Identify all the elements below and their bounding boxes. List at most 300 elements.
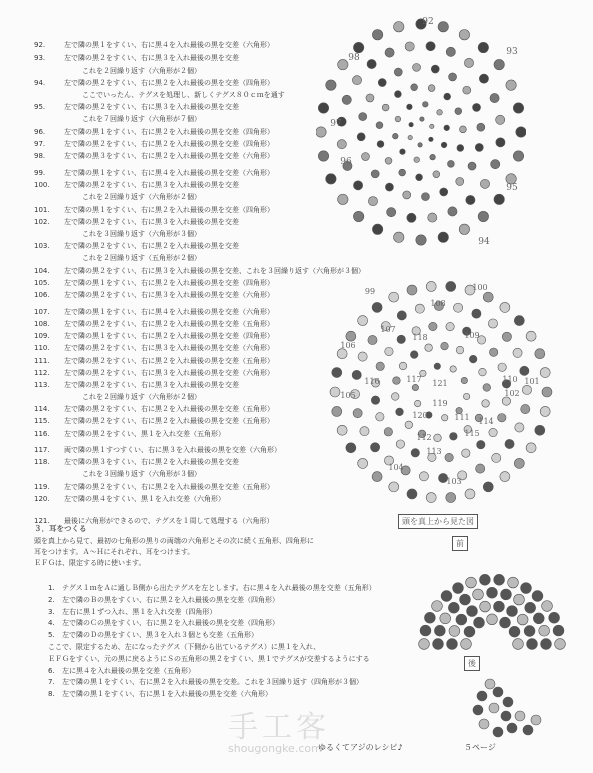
ear-step-line xyxy=(34,642,376,654)
instruction-line xyxy=(34,182,239,189)
bead xyxy=(448,207,457,216)
bead xyxy=(426,493,436,503)
bead xyxy=(372,29,382,39)
bead xyxy=(441,591,452,602)
step-number: 94. xyxy=(34,79,46,87)
diagram-label: 102 xyxy=(504,389,520,398)
bead xyxy=(449,626,460,637)
step-number: 110. xyxy=(34,344,50,352)
bead xyxy=(403,191,411,199)
ear-diagram-back xyxy=(468,674,544,738)
instruction-line xyxy=(34,358,274,365)
bead xyxy=(478,42,488,52)
bead xyxy=(498,414,506,422)
bead xyxy=(428,85,435,92)
instruction-line xyxy=(34,207,274,214)
step-number: 118. xyxy=(34,458,50,466)
ear-steps xyxy=(48,583,376,701)
bead xyxy=(513,103,523,113)
bead xyxy=(473,705,483,715)
step-text: 左右に黒１ずつ入れ、黒１を入れ交差（四角形） xyxy=(62,607,217,616)
bead xyxy=(353,409,362,418)
section-intro xyxy=(34,536,314,569)
front-label: 前 xyxy=(452,536,468,551)
bead xyxy=(385,183,393,191)
bead xyxy=(446,47,455,56)
bead xyxy=(326,174,336,184)
bead xyxy=(446,322,454,330)
step-number: 113. xyxy=(34,381,50,389)
step-text: 左で隣の黒２をすくい、右に黒２を入れ最後の黒を交差（五角形） xyxy=(64,405,274,413)
step-number: 95. xyxy=(34,103,46,111)
diagram-label: 99 xyxy=(364,287,376,296)
step-number: 116. xyxy=(34,430,50,438)
bead xyxy=(542,387,552,397)
step-number: 112. xyxy=(34,369,50,377)
bead xyxy=(523,725,533,735)
step-text: 左で隣のＢの黒をすくい、右に黒２を入れ最後の黒を交差（四角形） xyxy=(62,595,279,604)
step-text: 左で隣の黒１をすくい、右に黒２を入れ最後の黒を交差（四角形） xyxy=(64,128,274,136)
bead xyxy=(413,63,421,71)
diagram-label: 101 xyxy=(524,377,540,386)
bead xyxy=(394,91,401,98)
ear-step-line xyxy=(48,607,376,619)
bead xyxy=(372,472,382,482)
bead xyxy=(346,443,356,453)
instruction-line xyxy=(34,471,201,478)
bead xyxy=(415,304,424,313)
bead xyxy=(506,80,516,90)
bead xyxy=(516,127,526,137)
step-number: 121. xyxy=(34,517,50,525)
bead xyxy=(456,614,467,625)
step-text: 左で隣の黒２をすくい、右に黒２を入れ最後の黒を交差（五角形） xyxy=(64,357,274,365)
bead xyxy=(490,93,499,102)
ear-step-line xyxy=(48,583,376,595)
step-text: これを２回繰り返す（六角形が２個） xyxy=(82,67,201,75)
bead xyxy=(391,393,399,401)
bead xyxy=(408,135,412,139)
diagram-label: 94 xyxy=(478,237,490,247)
diagram-label: 121 xyxy=(432,379,448,388)
bead xyxy=(479,574,490,585)
bead xyxy=(541,639,552,650)
instruction-line xyxy=(34,55,239,62)
step-text: 左で隣の黒２をすくい、黒１を入れ交差（五角形） xyxy=(64,430,225,438)
bead xyxy=(407,285,417,295)
bead xyxy=(502,397,510,405)
bead xyxy=(421,193,429,201)
bead xyxy=(483,292,493,302)
step-number: 105. xyxy=(34,279,50,287)
bead xyxy=(367,59,376,68)
bead xyxy=(385,347,393,355)
bead xyxy=(397,311,406,320)
step-text: 左で隣の黒１をすくい、右に黒２を入れ最後の黒を交差（四角形） xyxy=(64,206,274,214)
diagram-label: 116 xyxy=(364,377,380,386)
bead xyxy=(513,639,524,650)
instruction-line xyxy=(34,370,274,377)
bead xyxy=(500,617,511,628)
step-text: 左で隣の黒３をすくい、右に黒２を入れ最後の黒を交差 xyxy=(64,458,239,466)
intro-line: 耳をつけます。Ａ～Ｈにそれぞれ、耳をつけます。 xyxy=(34,548,195,556)
bead xyxy=(473,589,484,600)
bead xyxy=(425,344,433,352)
step-text: 左で隣の黒１をすくい、右に黒４を入れ最後の黒を交差（六角形） xyxy=(64,41,274,49)
bead xyxy=(472,309,481,318)
bead xyxy=(382,104,389,111)
instruction-line xyxy=(34,268,365,275)
bead xyxy=(395,116,401,122)
step-text: 左に黒４を入れ最後の黒を交差（五角形） xyxy=(62,666,195,675)
bead xyxy=(461,377,467,383)
step-number: 107. xyxy=(34,308,50,316)
step-number: 108. xyxy=(34,320,50,328)
step-text: 左で隣の黒１をすくい、右に黒４を入れ最後の黒を交差（六角形） xyxy=(64,169,274,177)
bead xyxy=(477,691,487,701)
ear-step-line xyxy=(48,595,376,607)
bead xyxy=(505,439,514,448)
bead xyxy=(332,406,342,416)
bead xyxy=(448,602,459,613)
bead xyxy=(502,332,511,341)
step-text: ＥＦＧをすくい、元の黒に戻るようにＳの五角形の黒２をすくい、黒１でテグスが交差するようにする xyxy=(48,654,370,663)
bead xyxy=(399,169,406,176)
bead xyxy=(527,639,538,650)
bead xyxy=(478,211,488,221)
bead xyxy=(555,639,566,650)
intro-line: ＥＦＧは、限定する時に使います。 xyxy=(34,559,146,567)
step-text: これを３回繰り返す（六角形が３個） xyxy=(82,470,201,478)
step-number: 102. xyxy=(34,218,50,226)
diagram-label: 104 xyxy=(388,463,404,472)
bead xyxy=(466,195,475,204)
bead xyxy=(514,316,524,326)
bead xyxy=(358,458,368,468)
bead xyxy=(420,117,424,121)
bead xyxy=(461,639,472,650)
step-text: 左で隣の黒２をすくい、右に黒３を入れ最後の黒を交差 xyxy=(64,218,239,226)
bead xyxy=(409,122,413,126)
bead xyxy=(491,160,500,169)
bead xyxy=(449,73,457,81)
bead xyxy=(372,224,382,234)
step-text: 左で隣の黒３をすくい、右に黒２を入れ最後の黒を交差（六角形） xyxy=(64,152,274,160)
step-number: 7. xyxy=(48,678,55,687)
bead xyxy=(450,366,456,372)
diagram-label: 108 xyxy=(430,299,446,308)
bead xyxy=(501,711,511,721)
bead xyxy=(522,385,531,394)
bead xyxy=(405,42,414,51)
diagram-label: 117 xyxy=(406,375,422,384)
step-text: 左で隣の黒２をすくい、右に黒２を入れ最後の黒を交差（五角形） xyxy=(64,320,274,328)
instruction-line xyxy=(34,345,274,352)
diagram-label: 93 xyxy=(506,47,518,57)
step-number: 101. xyxy=(34,206,50,214)
instruction-line xyxy=(34,292,274,299)
instruction-line xyxy=(34,382,239,389)
bead xyxy=(508,577,519,588)
step-text: 左で隣の黒１をすくい、右に黒２を入れ最後の黒を交差（四角形） xyxy=(64,332,274,340)
bead xyxy=(531,715,541,725)
bead xyxy=(475,143,483,151)
step-number: 3. xyxy=(48,607,55,616)
bead xyxy=(444,125,450,131)
diagram-label: 119 xyxy=(432,399,448,408)
bead xyxy=(434,625,445,636)
step-number: 117. xyxy=(34,446,50,454)
bead xyxy=(474,617,485,628)
step-text: テグス１ｍをＡに通しＢ側から出たテグスを左とします。右に黒４を入れ最後の黒を交差（五角形） xyxy=(62,584,376,592)
bead xyxy=(438,22,448,32)
step-text: 左で隣の黒２をすくい、右に黒３を入れ最後の黒を交差 xyxy=(64,381,239,389)
step-number: 119. xyxy=(34,483,50,491)
bead xyxy=(407,489,417,499)
step-number: 111. xyxy=(34,357,50,365)
bead xyxy=(377,141,384,148)
bead xyxy=(514,594,525,605)
diagram-label: 96 xyxy=(340,157,352,167)
step-text: 左で隣の黒１をすくい、右に黒１を入れ最後の黒を交差（六角形） xyxy=(62,690,272,699)
bead xyxy=(337,140,346,149)
step-text: 左で隣の黒２をすくい、右に黒３を入れ最後の黒を交差（六角形） xyxy=(64,291,274,299)
bead xyxy=(420,625,431,636)
bead xyxy=(477,440,485,448)
bead xyxy=(489,703,499,713)
bead xyxy=(460,126,467,133)
bead xyxy=(394,232,404,242)
bead xyxy=(492,453,501,462)
step-text: 両で隣の黒１すつすくい、右に黒３を入れ最後の黒を交差（六角形） xyxy=(64,446,281,454)
bead xyxy=(411,449,419,457)
bead xyxy=(526,331,536,341)
bead xyxy=(535,425,545,435)
bead xyxy=(318,151,328,161)
bead xyxy=(524,626,535,637)
bead xyxy=(459,224,469,234)
diagram-label: 113 xyxy=(426,447,442,456)
step-number: 99. xyxy=(34,169,46,177)
bead xyxy=(494,194,504,204)
instruction-line xyxy=(34,496,225,503)
bead xyxy=(405,421,413,429)
step-number: 114. xyxy=(34,405,50,413)
bead xyxy=(464,58,473,67)
section-title: ３．耳をつくる xyxy=(34,524,87,533)
step-text: 左で隣の黒２をすくい、右に黒２を入れ最後の黒を交差（五角形） xyxy=(64,483,274,491)
instruction-line xyxy=(34,92,285,99)
bead xyxy=(489,428,497,436)
step-number: 98. xyxy=(34,152,46,160)
bead xyxy=(476,464,485,473)
bead xyxy=(457,145,464,152)
instruction-line xyxy=(34,231,201,238)
bead xyxy=(440,188,448,196)
bead xyxy=(496,115,505,124)
instruction-line xyxy=(34,394,201,401)
bead xyxy=(456,346,464,354)
bead xyxy=(372,302,382,312)
instruction-line xyxy=(34,406,274,413)
diagram-label: 109 xyxy=(464,331,480,340)
bead xyxy=(515,423,524,432)
bead xyxy=(316,127,326,137)
bead xyxy=(540,406,550,416)
bead xyxy=(371,170,379,178)
bead xyxy=(493,687,503,697)
bead xyxy=(520,366,529,375)
head-top-caption: 頭を真上から見た図 xyxy=(398,514,478,529)
bead xyxy=(480,601,491,612)
step-text: 左で隣の黒２をすくい、右に黒３を入れ最後の黒を交差 xyxy=(64,54,239,62)
bead xyxy=(503,697,513,707)
ear-step-line xyxy=(48,630,376,642)
bead xyxy=(416,235,426,245)
bead xyxy=(424,612,435,623)
bead xyxy=(513,348,522,357)
step-text: これを３回繰り返す（六角形が３個） xyxy=(82,230,201,238)
bead xyxy=(385,157,392,164)
instruction-line xyxy=(34,484,274,491)
bead xyxy=(357,133,365,141)
bead xyxy=(450,433,458,441)
bead xyxy=(407,104,413,110)
ear-step-line xyxy=(48,689,376,701)
bead xyxy=(532,591,543,602)
diagram-label: 120 xyxy=(412,411,428,420)
step-number: 103. xyxy=(34,242,50,250)
step-text: 左で隣の黒２をすくい、右に黒３を入れ最後の黒を交差（六角形） xyxy=(64,344,274,352)
bead xyxy=(411,84,418,91)
bead xyxy=(479,719,489,729)
bead xyxy=(434,434,442,442)
bead xyxy=(430,124,434,128)
bead xyxy=(338,194,348,204)
bead xyxy=(332,368,342,378)
bead xyxy=(542,601,553,612)
bead xyxy=(456,177,464,185)
step-text: 左で隣の黒４をすくい、黒１を入れ交差（六角形） xyxy=(64,495,225,503)
diagram-label: 105 xyxy=(340,391,356,400)
bead xyxy=(509,626,520,637)
bead xyxy=(429,322,437,330)
bead xyxy=(396,440,404,448)
bead xyxy=(539,625,550,636)
bead xyxy=(419,472,428,481)
step-text: ここでいったん、テグスを処理し、新しくテグス８０ｃｍを通す xyxy=(82,91,285,99)
diagram-label: 98 xyxy=(348,53,360,63)
instruction-line xyxy=(34,104,239,111)
bead xyxy=(352,370,361,379)
bead xyxy=(515,711,525,721)
step-text: 左で隣の黒２をすくい、右に黒２を入れ最後の黒を交差（五角形） xyxy=(64,417,274,425)
instruction-line xyxy=(34,194,201,201)
bead xyxy=(463,393,469,399)
bead xyxy=(376,122,383,129)
bead xyxy=(479,368,487,376)
footer-recipe: ゆるくてアジのレシピ♪ xyxy=(318,743,403,752)
step-number: 115. xyxy=(34,417,50,425)
bead xyxy=(410,351,418,359)
bead xyxy=(441,142,447,148)
bead xyxy=(460,594,471,605)
step-text: 最後に六角形ができるので、テグスを１周して処理する（六角形） xyxy=(64,517,274,525)
bead xyxy=(399,362,407,370)
step-number: 93. xyxy=(34,54,46,62)
watermark-url: shougongke.com xyxy=(228,742,322,755)
diagram-label: 103 xyxy=(446,477,462,486)
bead xyxy=(447,639,458,650)
bead xyxy=(453,583,464,594)
instruction-line xyxy=(34,309,274,316)
bead xyxy=(352,76,361,85)
diagram-label: 112 xyxy=(416,433,432,442)
ear-step-line xyxy=(48,618,376,630)
bead xyxy=(437,110,443,116)
bead xyxy=(521,583,532,594)
step-text: これを２回繰り返す（五角形が２個） xyxy=(82,254,201,262)
bead xyxy=(498,363,506,371)
bead xyxy=(376,362,384,370)
bead xyxy=(359,113,367,121)
instruction-line xyxy=(34,153,274,160)
diagram-label: 115 xyxy=(464,429,480,438)
bead xyxy=(407,213,416,222)
diagram-label: 106 xyxy=(340,341,356,350)
instruction-line xyxy=(34,321,274,328)
instruction-line xyxy=(34,42,274,49)
step-text: 左で隣のＤの黒をすくい、黒３を入れ３個とも交差（五角形） xyxy=(62,631,258,640)
bead xyxy=(453,303,462,312)
step-number: 106. xyxy=(34,291,50,299)
bead xyxy=(422,102,428,108)
ear-diagram-front xyxy=(404,566,586,650)
step-text: 左で隣の黒２をすくい、右に黒３を入れ最後の黒を交差（六角形） xyxy=(64,369,274,377)
bead xyxy=(346,331,356,341)
instruction-line xyxy=(34,141,274,148)
bead xyxy=(412,384,418,390)
instruction-line xyxy=(34,170,274,177)
bead xyxy=(394,22,404,32)
bead xyxy=(358,352,367,361)
bead xyxy=(338,59,348,69)
bead xyxy=(507,606,518,617)
bead xyxy=(371,396,379,404)
bead xyxy=(376,413,384,421)
bead xyxy=(431,65,439,73)
bead xyxy=(433,171,440,178)
bead xyxy=(467,606,478,617)
bead xyxy=(342,95,351,104)
bead xyxy=(480,179,489,188)
step-number: 1. xyxy=(48,584,55,592)
step-number: 97. xyxy=(34,140,46,148)
step-number: 2. xyxy=(48,595,55,604)
bead xyxy=(507,723,517,733)
bead xyxy=(441,342,449,350)
bead xyxy=(494,574,505,585)
bead xyxy=(463,86,471,94)
bead xyxy=(464,626,475,637)
bead xyxy=(483,384,491,392)
step-text: 左で隣の黒１をすくい、右に黒２を入れ最後の黒を交差（四角形） xyxy=(64,279,274,287)
step-text: これを２回繰り返す（六角形が２個） xyxy=(82,193,201,201)
bead xyxy=(384,428,392,436)
instruction-line xyxy=(34,447,281,454)
watermark: 手工客 xyxy=(228,710,330,745)
step-number: 104. xyxy=(34,267,50,275)
